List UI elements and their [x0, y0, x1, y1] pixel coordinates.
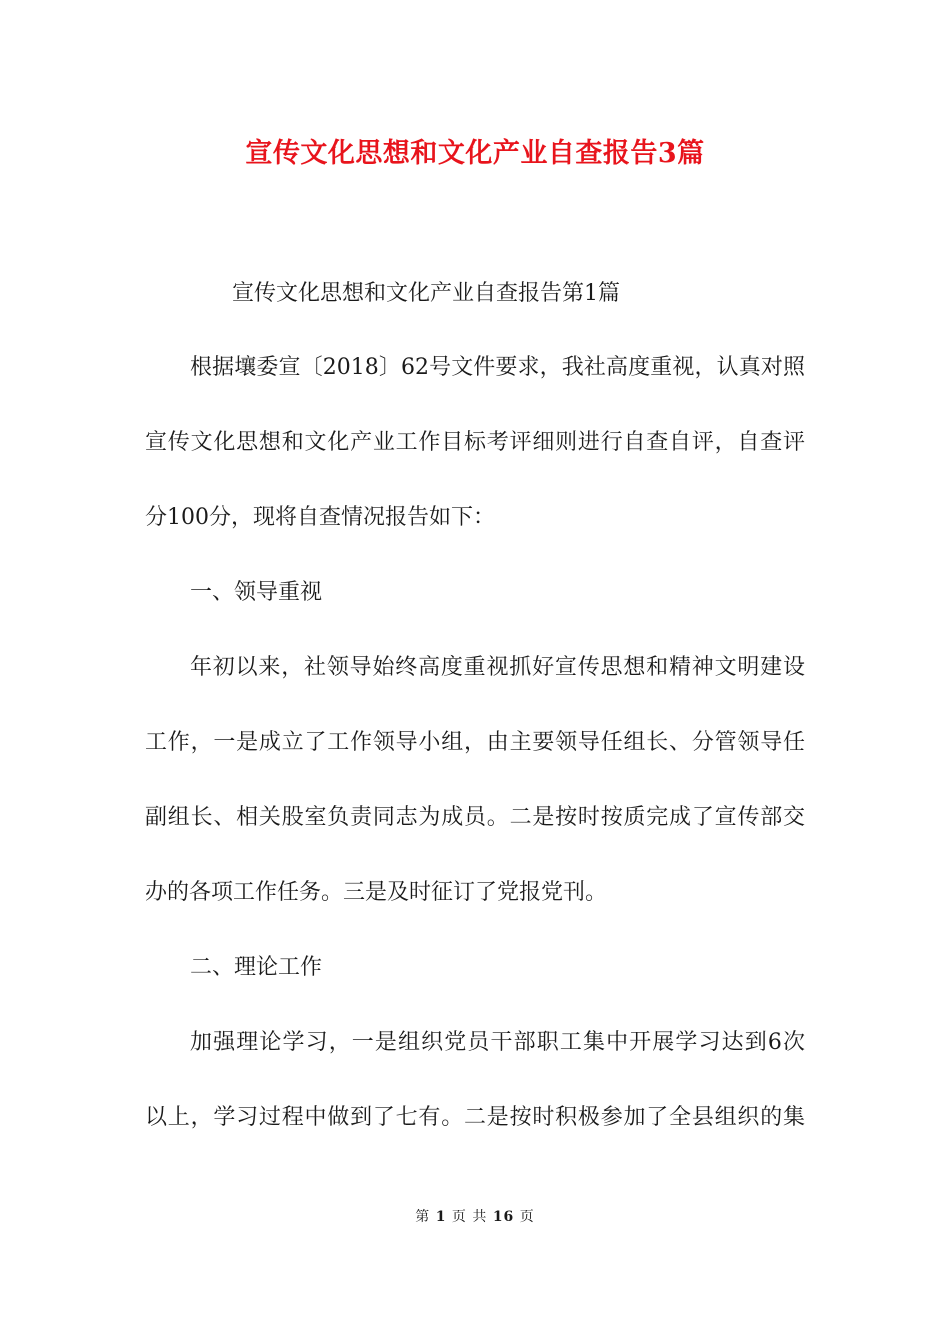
section-heading: 二、理论工作 [190, 955, 323, 980]
footer-suffix: 页 [519, 1209, 535, 1225]
paragraph-line: 年初以来，社领导始终高度重视抓好宣传思想和精神文明建设 [190, 655, 805, 680]
paragraph-line: 宣传文化思想和文化产业工作目标考评细则进行自查自评，自查评 [145, 430, 805, 455]
footer-total-pages: 16 [492, 1209, 515, 1225]
paragraph-line: 工作，一是成立了工作领导小组，由主要领导任组长、分管领导任 [145, 730, 805, 755]
document-title: 宣传文化思想和文化产业自查报告3篇 [245, 138, 705, 169]
paragraph-line: 副组长、相关股室负责同志为成员。二是按时按质完成了宣传部交 [145, 805, 805, 830]
report-subtitle: 宣传文化思想和文化产业自查报告第1篇 [232, 281, 620, 306]
footer-page-number: 1 [435, 1209, 447, 1225]
page-footer [0, 1207, 950, 1227]
paragraph-line: 加强理论学习，一是组织党员干部职工集中开展学习达到6次 [190, 1030, 805, 1055]
footer-middle: 页 共 [451, 1209, 488, 1225]
paragraph-line: 分100分，现将自查情况报告如下： [145, 505, 495, 530]
footer-prefix: 第 [415, 1209, 431, 1225]
paragraph-line: 以上，学习过程中做到了七有。二是按时积极参加了全县组织的集 [145, 1105, 805, 1130]
paragraph-line: 根据壤委宣〔2018〕62号文件要求，我社高度重视，认真对照 [190, 355, 805, 380]
section-heading: 一、领导重视 [190, 580, 323, 605]
paragraph-line: 办的各项工作任务。三是及时征订了党报党刊。 [145, 880, 608, 905]
